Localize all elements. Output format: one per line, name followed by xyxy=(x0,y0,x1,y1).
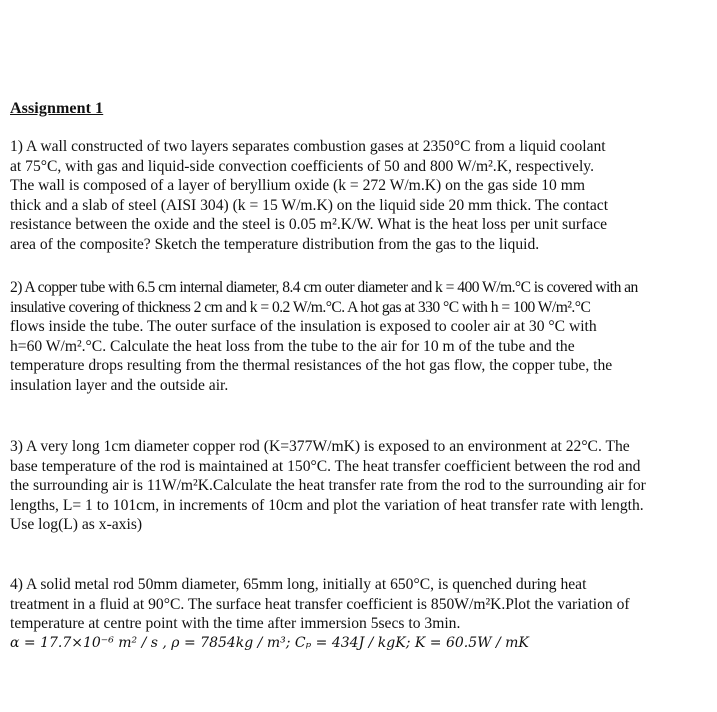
question-3-line: 3) A very long 1cm diameter copper rod (K=377W/mK) is exposed to an environment at 22°C. The xyxy=(10,438,630,455)
question-4-formula: α = 17.7×10⁻⁶ m² / s , ρ = 7854kg / m³; Cₚ = 434J / kgK; K = 60.5W / mK xyxy=(10,634,529,651)
question-2-line: insulation layer and the outside air. xyxy=(10,376,229,394)
question-1-line: The wall is composed of a layer of beryllium oxide (k = 272 W/m.K) on the gas side 10 mm xyxy=(10,177,585,195)
question-3-line: base temperature of the rod is maintained at 150°C. The heat transfer coefficient between the rod and xyxy=(10,457,641,475)
question-4-line: treatment in a fluid at 90°C. The surface heat transfer coefficient is 850W/m²K.Plot the variation of xyxy=(10,595,630,613)
question-2-line: insulative covering of thickness 2 cm and k = 0.2 W/m.°C. A hot gas at 330 °C with h = 100 W/m².°C xyxy=(10,298,591,316)
question-1-line: 1) A wall constructed of two layers separates combustion gases at 2350°C from a liquid coolant xyxy=(10,138,606,155)
question-4 xyxy=(10,575,712,653)
question-3-line: the surrounding air is 11W/m²K.Calculate the heat transfer rate from the rod to the surrounding air for xyxy=(10,477,646,495)
question-1-line: thick and a slab of steel (AISI 304) (k = 15 W/m.K) on the liquid side 20 mm thick. The contact xyxy=(10,196,609,214)
question-1-line: area of the composite? Sketch the temperature distribution from the gas to the liquid. xyxy=(10,235,540,253)
question-1-line: at 75°C, with gas and liquid-side convection coefficients of 50 and 800 W/m².K, respectively. xyxy=(10,157,594,175)
question-3-line: Use log(L) as x-axis) xyxy=(10,516,143,534)
question-2 xyxy=(10,278,712,396)
question-1-line: resistance between the oxide and the steel is 0.05 m².K/W. What is the heat loss per unit surface xyxy=(10,216,608,234)
question-2-line: temperature drops resulting from the thermal resistances of the hot gas flow, the copper tube, the xyxy=(10,357,613,375)
question-2-line: 2) A copper tube with 6.5 cm internal diameter, 8.4 cm outer diameter and k = 400 W/m.°C is covered with an xyxy=(10,279,638,296)
question-4-line: temperature at centre point with the time after immersion 5secs to 3min. xyxy=(10,615,461,633)
question-3 xyxy=(10,437,712,535)
question-2-line: h=60 W/m².°C. Calculate the heat loss from the tube to the air for 10 m of the tube and the xyxy=(10,337,575,355)
question-1 xyxy=(10,137,712,255)
question-3-line: lengths, L= 1 to 101cm, in increments of 10cm and plot the variation of heat transfer rate with length. xyxy=(10,496,644,514)
assignment-title: Assignment 1 xyxy=(10,100,104,117)
question-4-line: 4) A solid metal rod 50mm diameter, 65mm long, initially at 650°C, is quenched during heat xyxy=(10,576,587,593)
question-2-line: flows inside the tube. The outer surface of the insulation is exposed to cooler air at 30 °C with xyxy=(10,318,597,336)
